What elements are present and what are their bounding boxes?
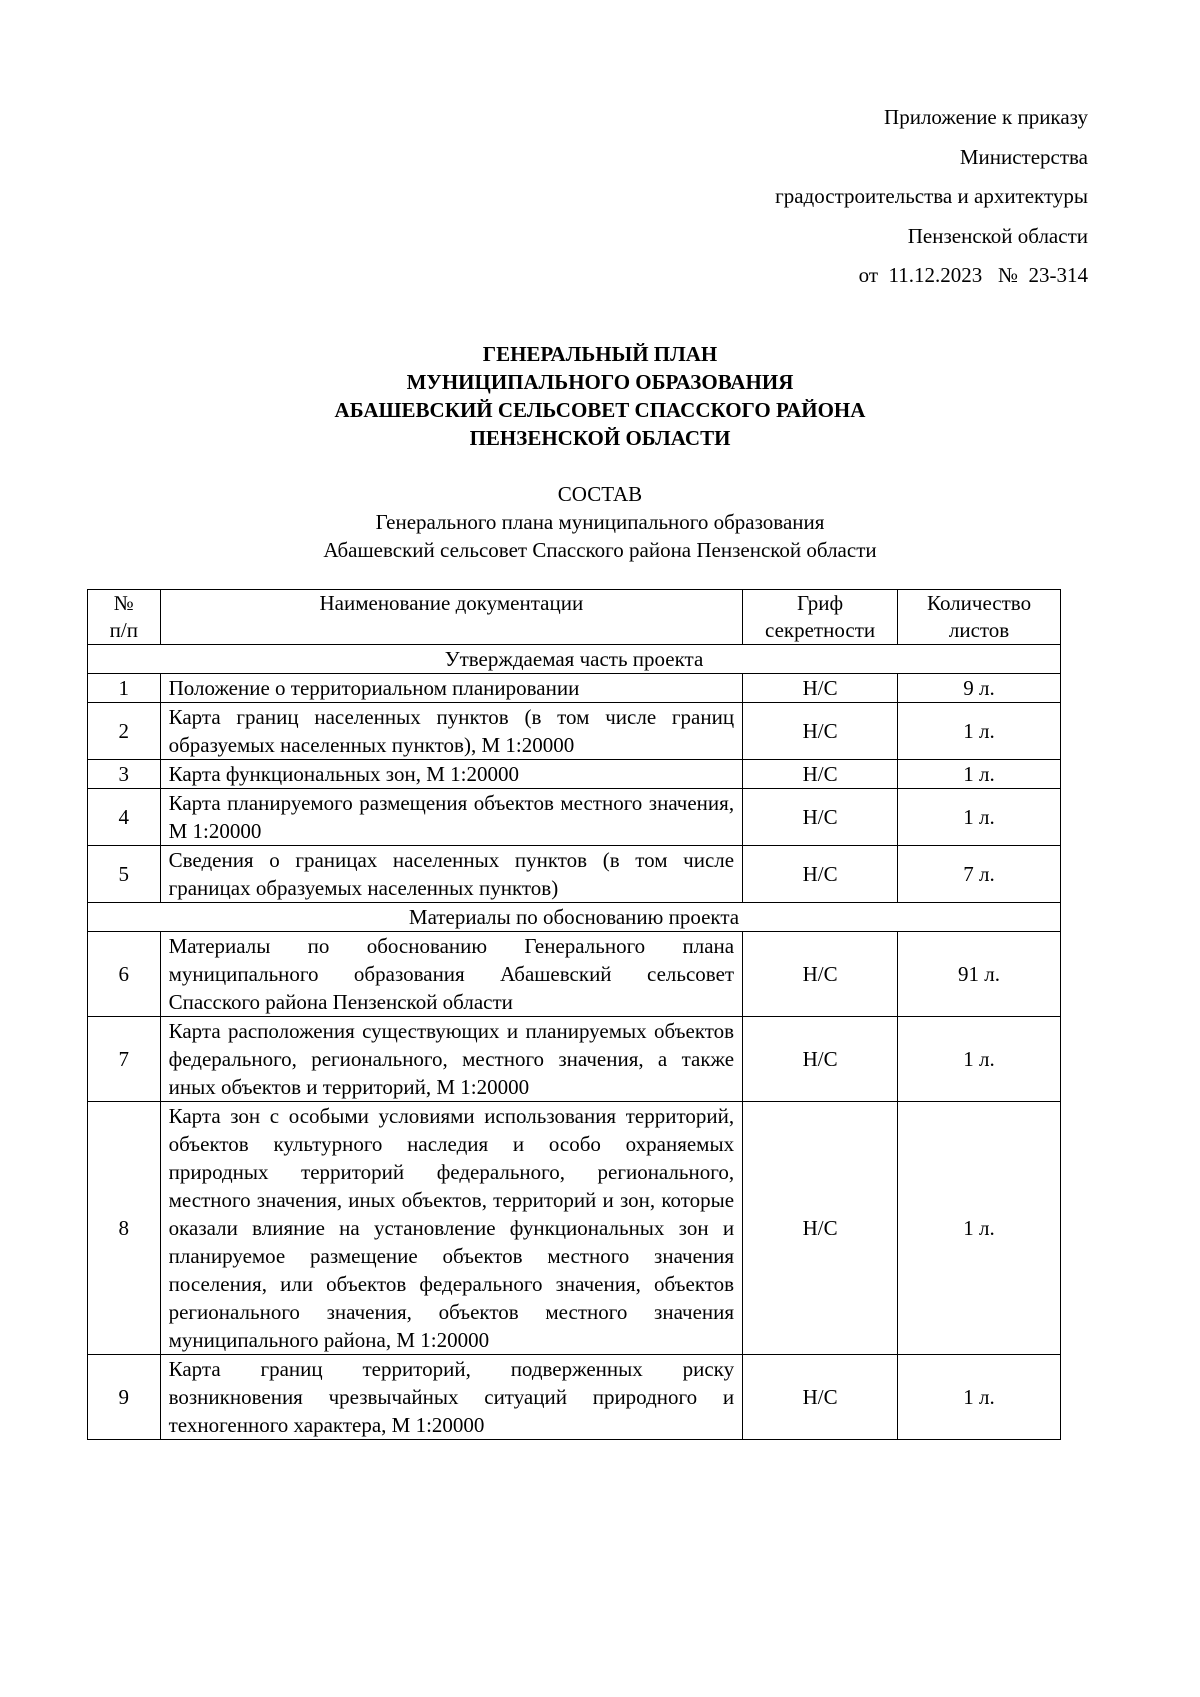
row-number: 8	[88, 1102, 161, 1355]
subtitle-line: Абашевский сельсовет Спасского района Пензенской области	[323, 538, 877, 562]
row-name: Карта расположения существующих и планируемых объектов федерального, регионального, местного значения, а также иных объектов и территорий, М 1:20000	[160, 1017, 742, 1102]
row-name: Карта функциональных зон, М 1:20000	[160, 760, 742, 789]
row-grif: Н/С	[743, 846, 898, 903]
row-number: 4	[88, 789, 161, 846]
row-quantity: 7 л.	[898, 846, 1061, 903]
row-name: Положение о территориальном планировании	[160, 674, 742, 703]
row-quantity: 9 л.	[898, 674, 1061, 703]
title-line: МУНИЦИПАЛЬНОГО ОБРАЗОВАНИЯ	[406, 370, 794, 394]
row-name: Карта планируемого размещения объектов местного значения, М 1:20000	[160, 789, 742, 846]
section-row	[88, 903, 1061, 932]
appendix-block	[775, 98, 1088, 296]
row-grif: Н/С	[743, 789, 898, 846]
row-number: 6	[88, 932, 161, 1017]
row-grif: Н/С	[743, 1102, 898, 1355]
row-quantity: 1 л.	[898, 789, 1061, 846]
title-line: АБАШЕВСКИЙ СЕЛЬСОВЕТ СПАССКОГО РАЙОНА	[334, 398, 866, 422]
table-header-row	[88, 590, 1061, 645]
table-row	[88, 760, 1061, 789]
header-name: Наименование документации	[160, 590, 742, 645]
section-row	[88, 645, 1061, 674]
row-grif: Н/С	[743, 1017, 898, 1102]
row-name: Сведения о границах населенных пунктов (в том числе границах образуемых населенных пунктов)	[160, 846, 742, 903]
header-quantity-line2: листов	[948, 618, 1010, 642]
row-number: 5	[88, 846, 161, 903]
table-row	[88, 1017, 1061, 1102]
row-quantity: 1 л.	[898, 1017, 1061, 1102]
appendix-line: градостроительства и архитектуры	[775, 184, 1088, 208]
appendix-line: Пензенской области	[907, 223, 1088, 248]
row-name: Карта границ территорий, подверженных риску возникновения чрезвычайных ситуаций природного и техногенного характера, М 1:20000	[160, 1355, 742, 1440]
table-row	[88, 703, 1061, 760]
row-number: 9	[88, 1355, 161, 1440]
header-grif	[743, 590, 898, 645]
header-quantity-line1: Количество	[927, 591, 1032, 615]
row-number: 3	[88, 760, 161, 789]
row-name: Карта зон с особыми условиями использования территорий, объектов культурного наследия и особо охраняемых природных территорий федерального, регионального, местного значения, иных объектов, территорий и зон, которые оказали влияние на установление функциональных зон и планируемое размещение объектов местного значения поселения, или объектов федерального значения, объектов регионального значения, объектов местного значения муниципального района, М 1:20000	[160, 1102, 742, 1355]
header-number-line2: п/п	[109, 618, 138, 642]
table-row	[88, 674, 1061, 703]
row-grif: Н/С	[743, 674, 898, 703]
row-name: Материалы по обоснованию Генерального плана муниципального образования Абашевский сельсовет Спасского района Пензенской области	[160, 932, 742, 1017]
header-number-line1: №	[113, 591, 134, 615]
title-line: ГЕНЕРАЛЬНЫЙ ПЛАН	[482, 342, 718, 366]
row-quantity: 1 л.	[898, 703, 1061, 760]
document-title	[0, 340, 1200, 452]
header-quantity	[898, 590, 1061, 645]
row-number: 7	[88, 1017, 161, 1102]
table-row	[88, 846, 1061, 903]
row-grif: Н/С	[743, 932, 898, 1017]
row-quantity: 1 л.	[898, 1355, 1061, 1440]
row-quantity: 1 л.	[898, 760, 1061, 789]
row-number: 2	[88, 703, 161, 760]
header-number	[88, 590, 161, 645]
row-grif: Н/С	[743, 1355, 898, 1440]
header-grif-line2: секретности	[765, 618, 876, 642]
table-row	[88, 789, 1061, 846]
header-grif-line1: Гриф	[796, 591, 844, 615]
appendix-order-line: от 11.12.2023 № 23-314	[858, 263, 1088, 287]
table-row	[88, 1355, 1061, 1440]
composition-table	[87, 589, 1061, 1440]
subtitle-line: Генерального плана муниципального образования	[375, 510, 825, 534]
document-subtitle	[0, 480, 1200, 564]
appendix-line: Министерства	[959, 144, 1088, 169]
row-quantity: 1 л.	[898, 1102, 1061, 1355]
row-grif: Н/С	[743, 760, 898, 789]
section-title: Материалы по обоснованию проекта	[88, 903, 1061, 932]
subtitle-heading: СОСТАВ	[557, 482, 643, 506]
section-title: Утверждаемая часть проекта	[88, 645, 1061, 674]
row-number: 1	[88, 674, 161, 703]
appendix-line: Приложение к приказу	[884, 105, 1088, 129]
row-grif: Н/С	[743, 703, 898, 760]
row-quantity: 91 л.	[898, 932, 1061, 1017]
table-row	[88, 932, 1061, 1017]
title-line: ПЕНЗЕНСКОЙ ОБЛАСТИ	[469, 426, 731, 450]
table-row	[88, 1102, 1061, 1355]
row-name: Карта границ населенных пунктов (в том числе границ образуемых населенных пунктов), М 1:20000	[160, 703, 742, 760]
